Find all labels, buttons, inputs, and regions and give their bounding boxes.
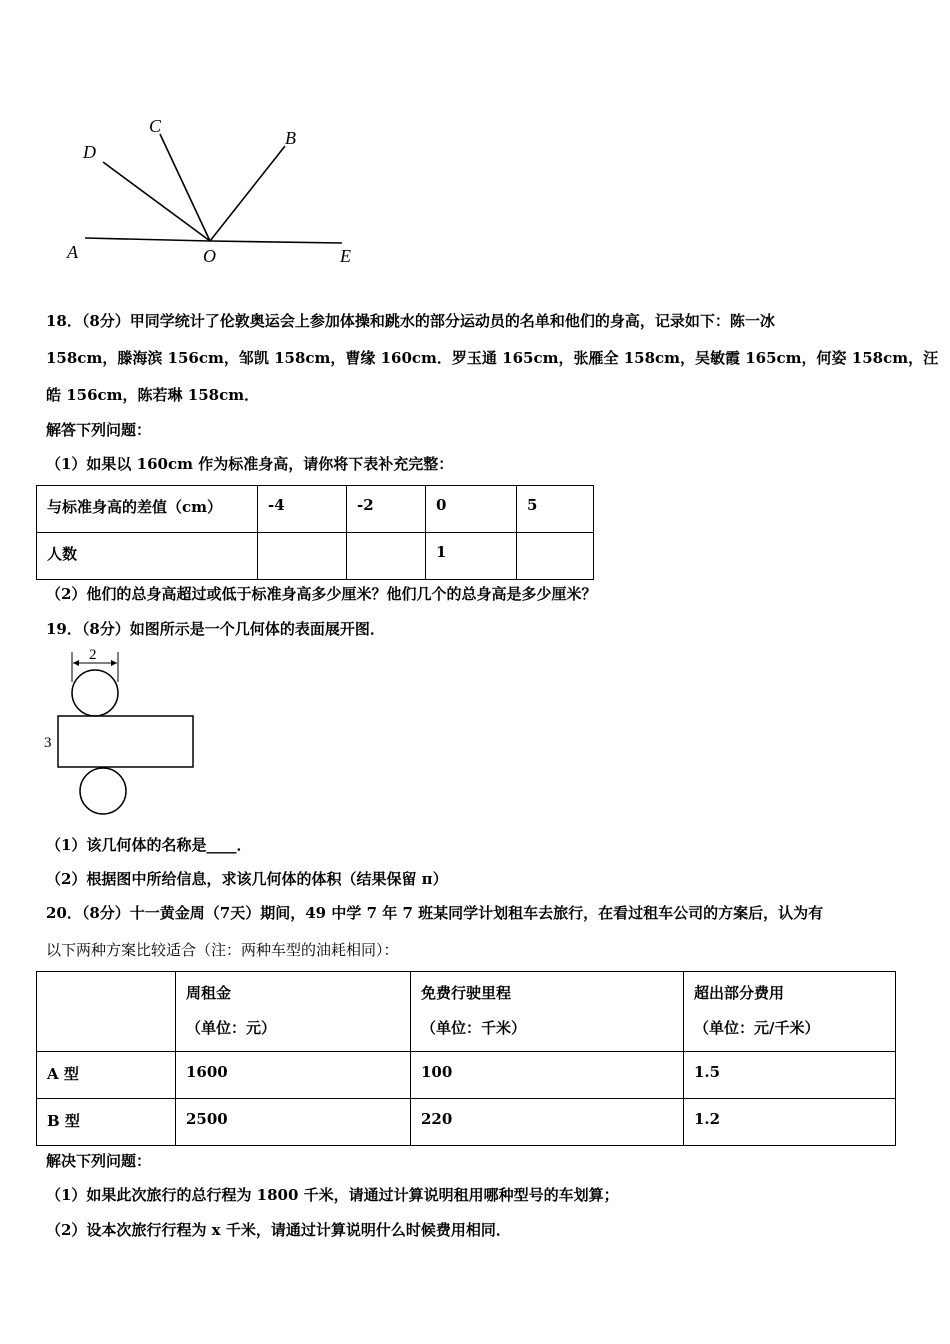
header-title: 周租金 bbox=[186, 984, 232, 1002]
table-cell: 1600 bbox=[176, 1052, 411, 1099]
lateral-rectangle bbox=[58, 716, 193, 767]
q18-part2: （2）他们的总身高超过或低于标准身高多少厘米？他们几个的总身高是多少厘米？ bbox=[46, 585, 597, 603]
table-header-cell bbox=[684, 972, 896, 1052]
table-header-cell bbox=[411, 972, 684, 1052]
table-cell: 5 bbox=[517, 486, 594, 533]
q20-prompt: 解决下列问题： bbox=[46, 1152, 152, 1170]
header-unit: （单位：元） bbox=[186, 1019, 277, 1037]
ray-OC bbox=[160, 134, 210, 241]
table-cell bbox=[258, 533, 347, 580]
table-cell: -4 bbox=[258, 486, 347, 533]
table-cell: 220 bbox=[411, 1099, 684, 1146]
height-difference-table bbox=[36, 485, 594, 580]
angle-figure bbox=[55, 110, 375, 275]
arrow-head-left-icon bbox=[73, 660, 79, 666]
label-C: C bbox=[149, 116, 162, 136]
ray-OA bbox=[85, 238, 210, 241]
side-dimension-label: 3 bbox=[44, 735, 52, 751]
q18-line1: 18．（8分）甲同学统计了伦敦奥运会上参加体操和跳水的部分运动员的名单和他们的身高，记录如下：陈一冰 bbox=[46, 312, 775, 330]
header-title: 超出部分费用 bbox=[694, 984, 785, 1002]
header-title: 免费行驶里程 bbox=[421, 984, 512, 1002]
top-circle bbox=[72, 670, 118, 716]
q20-line1: 20．（8分）十一黄金周（7天）期间，49 中学 7 年 7 班某同学计划租车去旅行，在看过租车公司的方案后，认为有 bbox=[46, 904, 824, 922]
table-header-cell bbox=[176, 972, 411, 1052]
q19-part2: （2）根据图中所给信息，求该几何体的体积（结果保留 π） bbox=[46, 870, 448, 888]
table-cell: 0 bbox=[426, 486, 517, 533]
table-cell: -2 bbox=[347, 486, 426, 533]
table-cell bbox=[517, 533, 594, 580]
table-cell: 与标准身高的差值（cm） bbox=[37, 486, 258, 533]
ray-OB bbox=[210, 146, 285, 241]
table-header-cell bbox=[37, 972, 176, 1052]
table-cell: 1.2 bbox=[684, 1099, 896, 1146]
table-row bbox=[37, 1099, 896, 1146]
cylinder-net-figure bbox=[40, 642, 210, 820]
ray-OD bbox=[103, 162, 210, 241]
q20-part2: （2）设本次旅行行程为 x 千米，请通过计算说明什么时候费用相同． bbox=[46, 1221, 511, 1239]
label-A: A bbox=[67, 242, 78, 262]
q18-part1: （1）如果以 160cm 作为标准身高，请你将下表补充完整： bbox=[46, 455, 454, 473]
table-cell: 100 bbox=[411, 1052, 684, 1099]
ray-OE bbox=[210, 241, 342, 243]
label-B: B bbox=[285, 128, 296, 148]
car-rental-table bbox=[36, 971, 896, 1146]
table-cell: A 型 bbox=[37, 1052, 176, 1099]
table-header-row bbox=[37, 972, 896, 1052]
bottom-circle bbox=[80, 768, 126, 814]
header-unit: （单位：千米） bbox=[421, 1019, 527, 1037]
header-unit: （单位：元/千米） bbox=[694, 1019, 820, 1037]
q18-prompt: 解答下列问题： bbox=[46, 421, 152, 439]
label-O: O bbox=[203, 246, 216, 266]
q18-line2: 158cm，滕海滨 156cm，邹凯 158cm，曹缘 160cm．罗玉通 165cm，张雁全 158cm，吴敏霞 165cm，何姿 158cm，汪 bbox=[46, 349, 939, 367]
q20-part1: （1）如果此次旅行的总行程为 1800 千米，请通过计算说明租用哪种型号的车划算； bbox=[46, 1186, 619, 1204]
table-cell bbox=[347, 533, 426, 580]
table-row bbox=[37, 1052, 896, 1099]
q18-line3: 皓 156cm，陈若琳 158cm． bbox=[46, 386, 260, 404]
table-row bbox=[37, 533, 594, 580]
q19-part1: （1）该几何体的名称是____． bbox=[46, 836, 252, 854]
table-cell: 人数 bbox=[37, 533, 258, 580]
table-cell: 2500 bbox=[176, 1099, 411, 1146]
arrow-head-right-icon bbox=[111, 660, 117, 666]
q20-line2: 以下两种方案比较适合（注：两种车型的油耗相同）： bbox=[46, 941, 399, 959]
label-D: D bbox=[83, 142, 96, 162]
table-row bbox=[37, 486, 594, 533]
table-cell: 1.5 bbox=[684, 1052, 896, 1099]
label-E: E bbox=[340, 246, 351, 266]
table-cell: B 型 bbox=[37, 1099, 176, 1146]
table-cell: 1 bbox=[426, 533, 517, 580]
top-dimension-label: 2 bbox=[89, 647, 97, 663]
q19-line1: 19．（8分）如图所示是一个几何体的表面展开图． bbox=[46, 620, 385, 638]
